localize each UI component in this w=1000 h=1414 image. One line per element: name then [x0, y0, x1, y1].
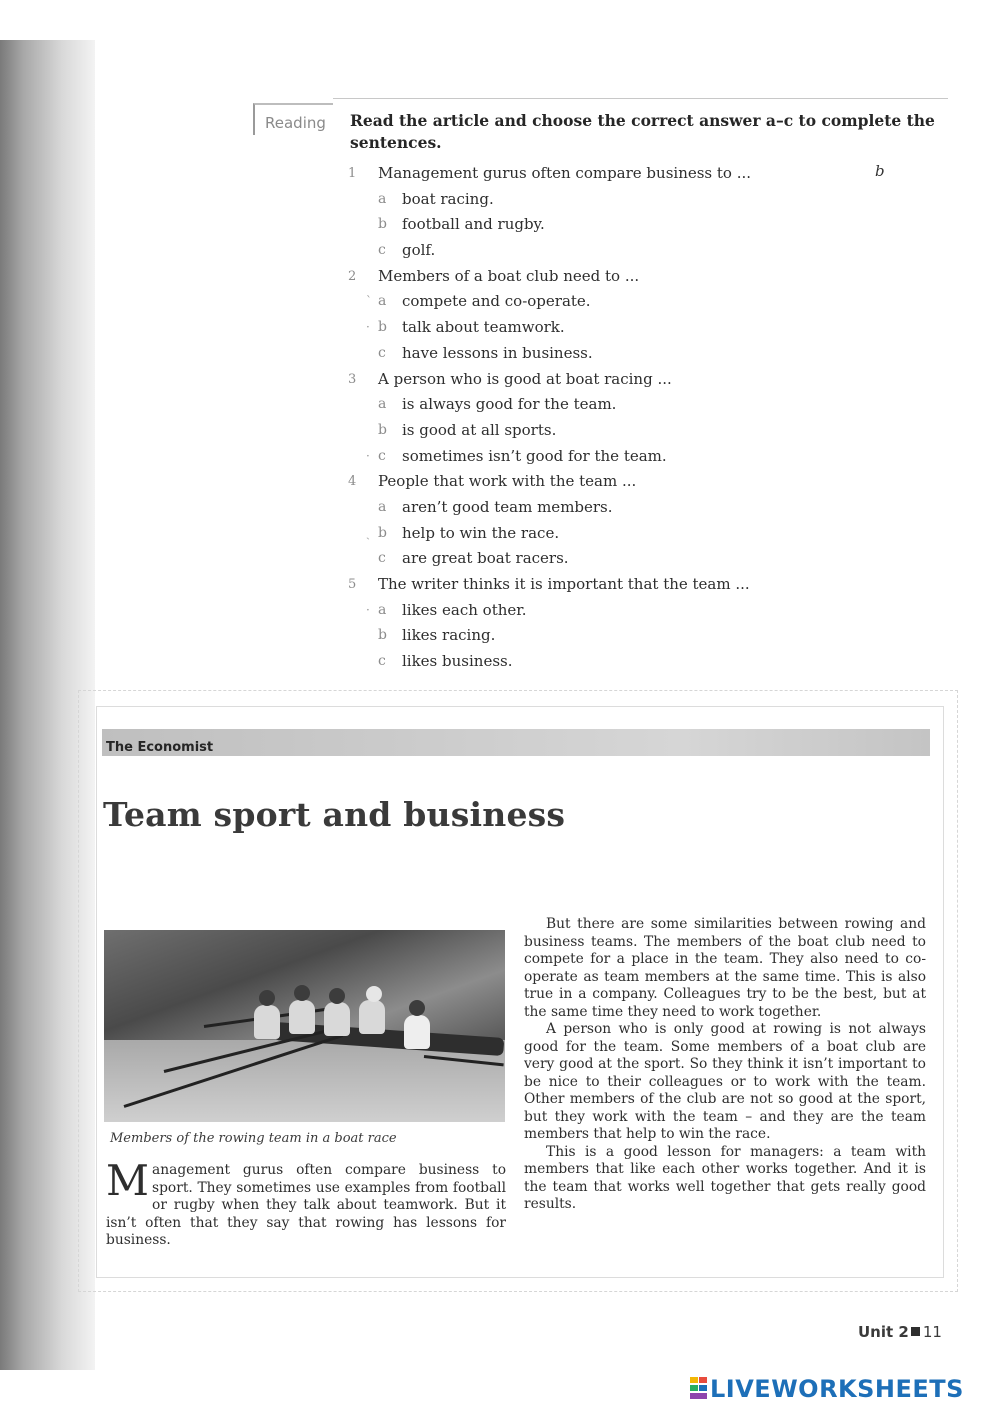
- question-text: The writer thinks it is important that the team ...: [378, 575, 750, 593]
- option-letter: c: [378, 653, 386, 670]
- option[interactable]: [348, 392, 908, 418]
- option-text: compete and co-operate.: [402, 292, 591, 311]
- question-text: People that work with the team ...: [378, 472, 637, 491]
- photo-rower: [324, 1002, 350, 1036]
- article-headline: Team sport and business: [103, 795, 566, 834]
- question-text: A person who is good at boat racing ...: [378, 369, 672, 388]
- option-text: is always good for the team.: [402, 395, 617, 414]
- option-text: likes racing.: [402, 626, 496, 645]
- option[interactable]: [348, 212, 908, 238]
- square-icon: [911, 1327, 920, 1336]
- question: [348, 264, 908, 290]
- question: [348, 367, 908, 393]
- question-number: 2: [348, 268, 357, 284]
- watermark-text: LIVEWORKSHEETS: [710, 1375, 964, 1403]
- photo-water: [104, 1040, 505, 1122]
- option-letter: a: [378, 190, 387, 207]
- option-letter: b: [378, 421, 387, 438]
- page-number: 11: [922, 1323, 942, 1341]
- photo-rower: [289, 1000, 315, 1034]
- top-rule: [333, 98, 948, 99]
- option[interactable]: [348, 521, 908, 547]
- quiz: [348, 161, 908, 675]
- option-text: help to win the race.: [402, 523, 560, 542]
- page-top: [0, 0, 1000, 45]
- option-letter: a: [378, 293, 387, 310]
- option-text: talk about teamwork.: [402, 318, 565, 337]
- photo-caption: Members of the rowing team in a boat race: [110, 1131, 397, 1146]
- option[interactable]: [348, 315, 908, 341]
- option-text: aren’t good team members.: [402, 497, 613, 516]
- option-text: are great boat racers.: [402, 549, 569, 568]
- option-letter: b: [378, 524, 387, 541]
- article-paragraph: A person who is only good at rowing is not always good for the team. Some members of a boat club are very good at the sport. So they think it isn’t important to be nice to their colleagues or to work with the team. Other members of the club are not so good at the sport, but they work with the team – and they are the team members that help to win the race.: [524, 1021, 926, 1142]
- question-text: Management gurus often compare business to ...: [378, 164, 752, 182]
- option[interactable]: [348, 187, 908, 213]
- option-text: have lessons in business.: [402, 343, 593, 362]
- unit-label: Unit 2: [858, 1323, 909, 1341]
- option[interactable]: [348, 444, 908, 470]
- section-label: Reading: [253, 103, 333, 135]
- question-number: 4: [348, 474, 357, 490]
- option-letter: a: [378, 498, 387, 515]
- option[interactable]: [348, 598, 908, 624]
- option-text: golf.: [402, 241, 436, 260]
- photo-rower: [254, 1005, 280, 1039]
- option-letter: c: [378, 242, 386, 259]
- answer-mark: b: [875, 162, 885, 180]
- article-paragraph: This is a good lesson for managers: a team with members that like each other works together. And it is the team that works well together that gets really good results.: [524, 1143, 926, 1212]
- option-text: is good at all sports.: [402, 420, 557, 439]
- option-letter: c: [378, 550, 386, 567]
- article-intro: [106, 1156, 506, 1250]
- option[interactable]: [348, 418, 908, 444]
- question: [348, 161, 908, 187]
- option-letter: b: [378, 216, 387, 233]
- question: [348, 469, 908, 495]
- article-body: [524, 916, 926, 1214]
- tick-mark-icon: ·: [366, 448, 370, 463]
- option[interactable]: [348, 238, 908, 264]
- liveworksheets-logo[interactable]: [690, 1375, 990, 1405]
- question: [348, 572, 908, 598]
- photo-rower: [359, 1000, 385, 1034]
- option[interactable]: [348, 546, 908, 572]
- page-footer: [858, 1323, 942, 1341]
- option-letter: a: [378, 601, 387, 618]
- tick-mark-icon: ·: [366, 320, 370, 335]
- option-letter: b: [378, 319, 387, 336]
- option[interactable]: [348, 649, 908, 675]
- photo-head: [409, 1000, 425, 1016]
- option-letter: a: [378, 396, 387, 413]
- option-text: likes each other.: [402, 600, 527, 619]
- question-text: Members of a boat club need to ...: [378, 266, 640, 285]
- option[interactable]: [348, 495, 908, 521]
- photo-rower: [404, 1015, 430, 1049]
- instructions: Read the article and choose the correct answer a–c to complete the sentences.: [350, 111, 935, 152]
- option-letter: c: [378, 447, 386, 464]
- question-number: 3: [348, 371, 357, 387]
- photo-head: [329, 988, 345, 1004]
- question-number: 5: [348, 577, 357, 592]
- photo-head: [366, 986, 382, 1002]
- option-text: boat racing.: [402, 189, 494, 208]
- tick-mark-icon: ˋ: [366, 294, 372, 309]
- option[interactable]: [348, 623, 908, 649]
- article-paragraph: But there are some similarities between rowing and business teams. The members of the boat club need to compete for a place in the team. They also need to co-operate as team members at the same time. This is also true in a company. Colleagues try to be the best, but at the same time they need to work together.: [524, 916, 926, 1020]
- photo-head: [259, 990, 275, 1006]
- source-label: The Economist: [106, 740, 214, 755]
- tick-mark-icon: ˏ: [366, 525, 370, 540]
- tick-mark-icon: ·: [366, 602, 370, 617]
- option-text: sometimes isn’t good for the team.: [402, 446, 667, 465]
- source-bar: [102, 729, 930, 756]
- option[interactable]: [348, 341, 908, 367]
- option[interactable]: [348, 289, 908, 315]
- option-letter: c: [378, 344, 386, 361]
- rowing-photo: [104, 930, 505, 1122]
- option-letter: b: [378, 627, 387, 644]
- photo-head: [294, 985, 310, 1001]
- drop-cap: M: [106, 1156, 150, 1205]
- liveworksheets-icon: [690, 1377, 708, 1399]
- option-text: football and rugby.: [402, 215, 545, 234]
- intro-text: anagement gurus often compare business to sport. They sometimes use examples from football or rugby when they talk about teamwork. But it isn’t often that they say that rowing has lessons for business.: [106, 1162, 506, 1248]
- option-text: likes business.: [402, 652, 513, 671]
- question-number: 1: [348, 166, 357, 181]
